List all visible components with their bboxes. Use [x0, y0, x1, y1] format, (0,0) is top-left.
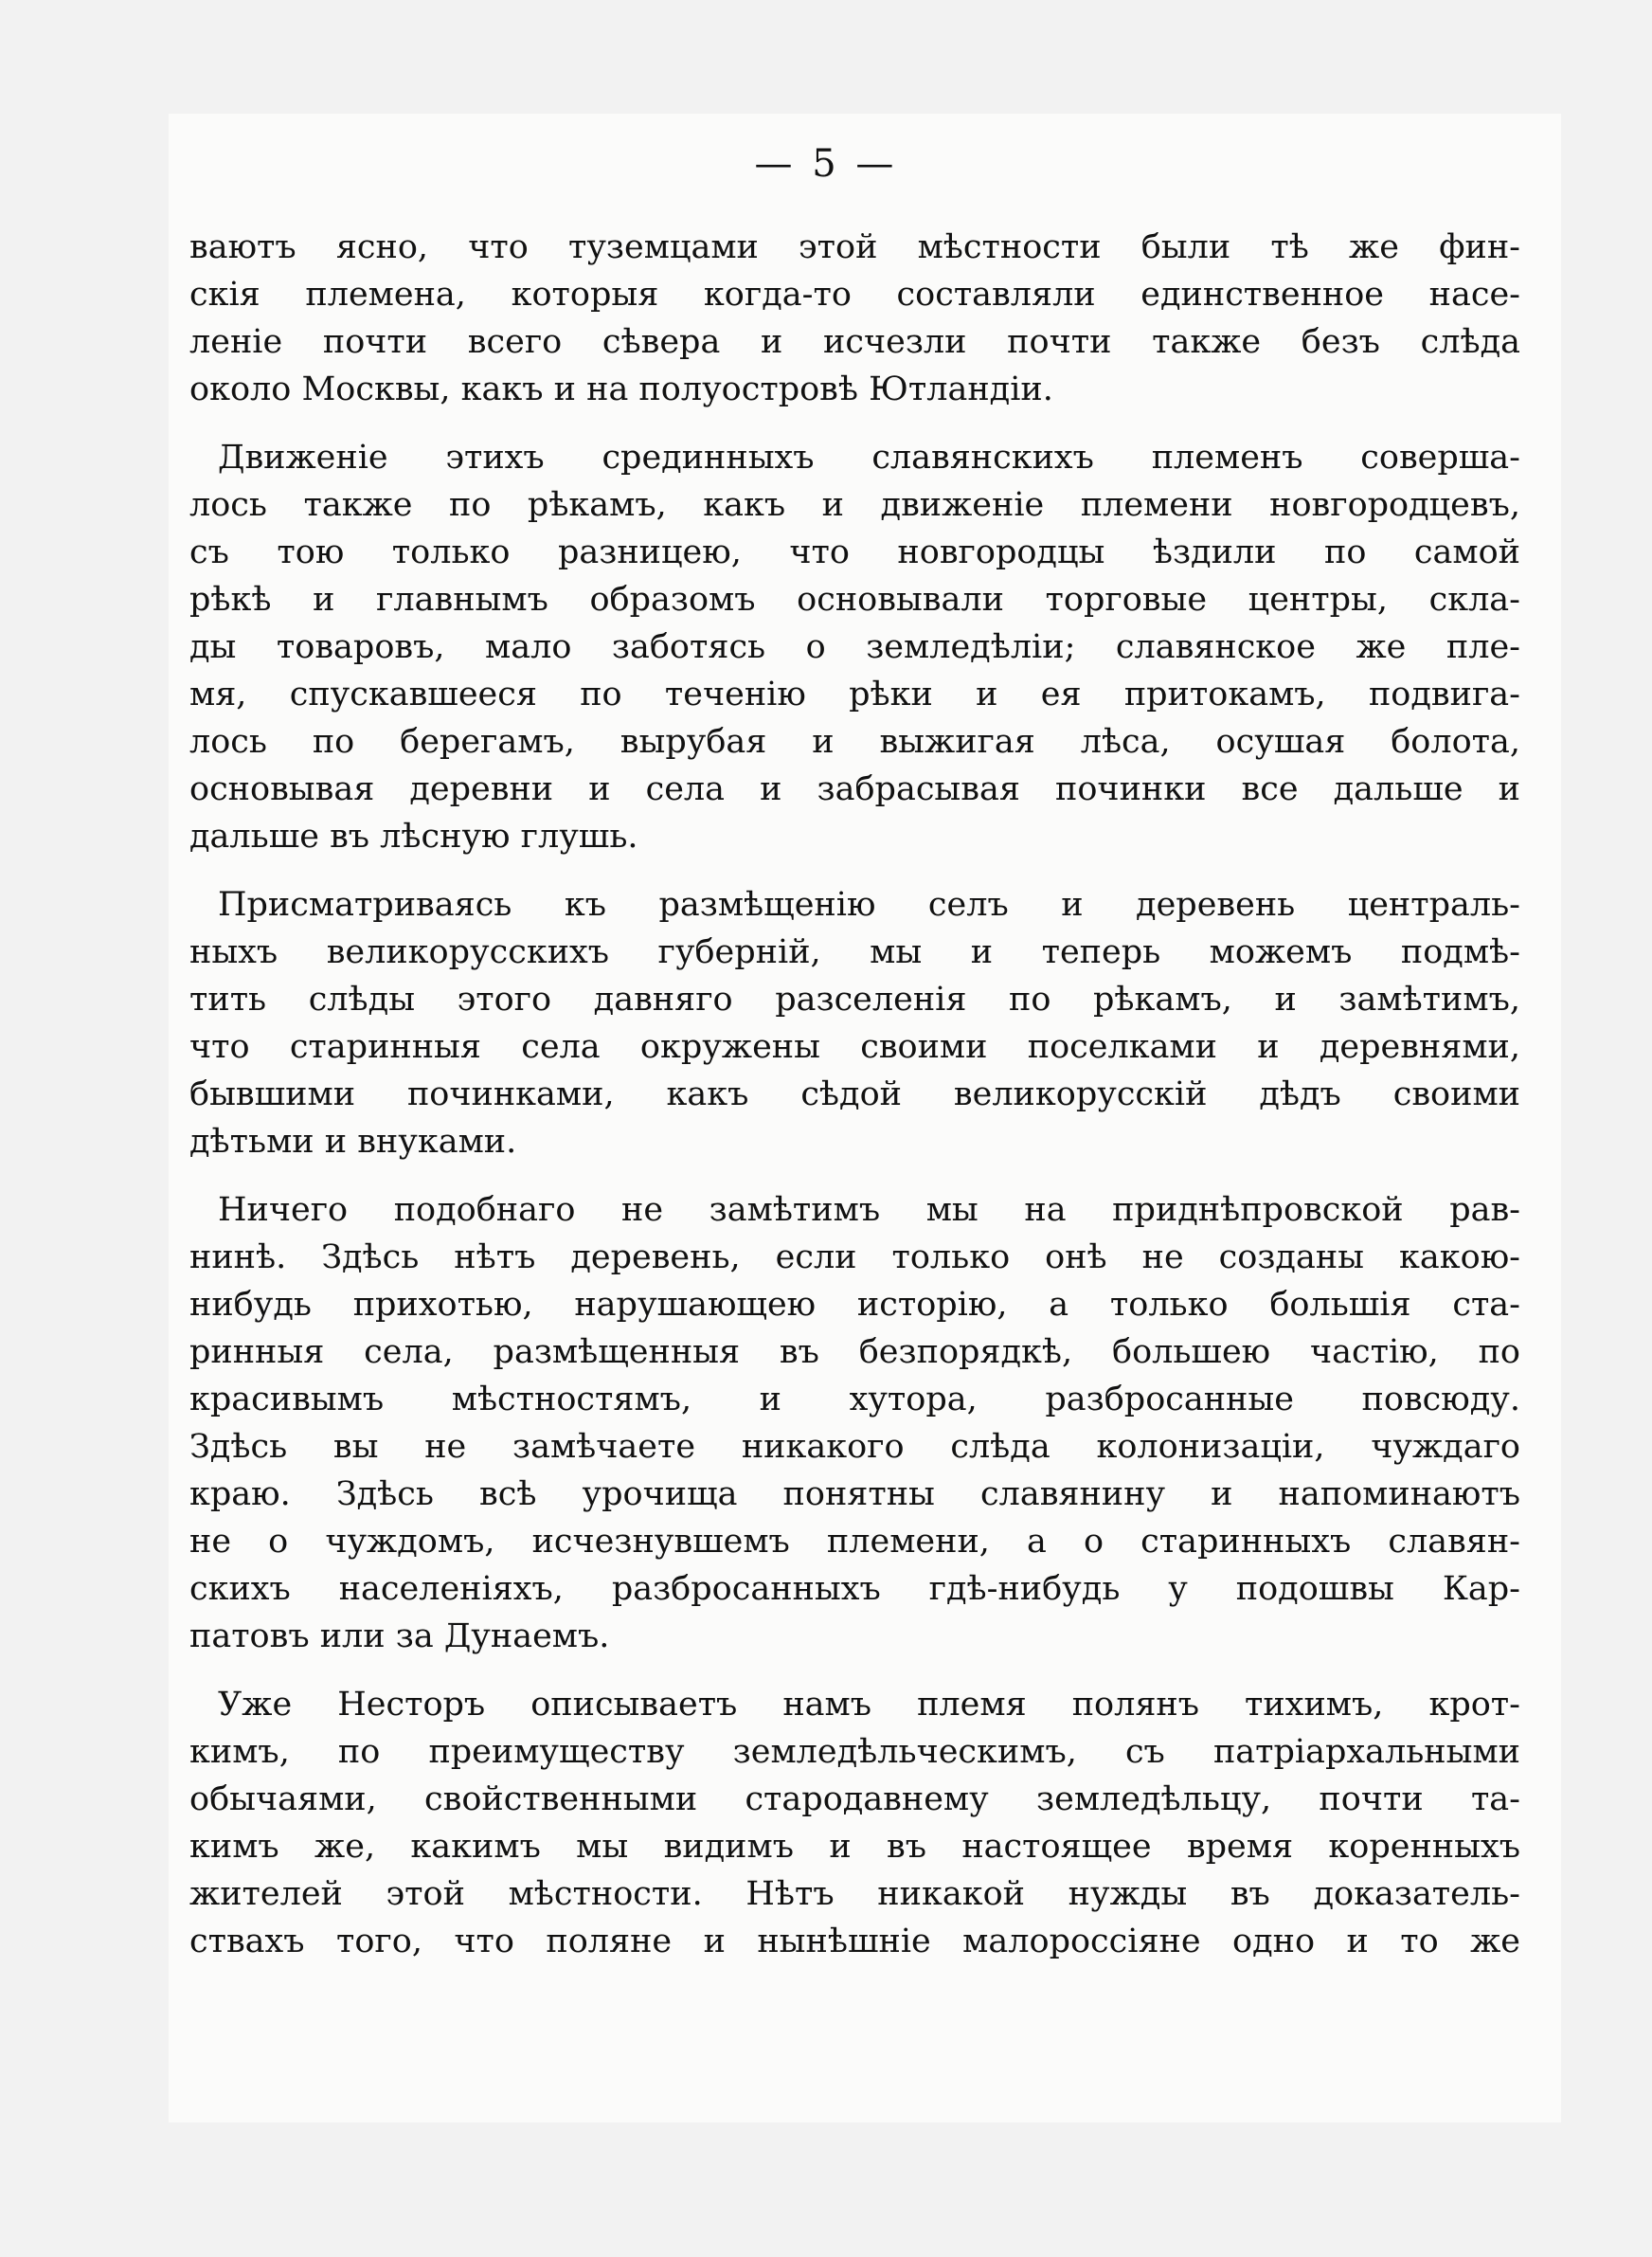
- text-line: лось по берегамъ, вырубая и выжигая лѣса, осушая болота,: [189, 723, 1520, 761]
- text-line: Ничего подобнаго не замѣтимъ мы на приднѣпровской рав-: [218, 1191, 1520, 1229]
- page-number: — 5 —: [754, 142, 898, 186]
- text-line: тить слѣды этого давняго разселенія по рѣкамъ, и замѣтимъ,: [189, 981, 1520, 1019]
- text-line: ныхъ великорусскихъ губерній, мы и теперь можемъ подмѣ-: [189, 933, 1520, 971]
- text-line: красивымъ мѣстностямъ, и хутора, разбросанные повсюду.: [189, 1381, 1520, 1418]
- text-line: кимъ, по преимуществу земледѣльческимъ, съ патріархальными: [189, 1733, 1520, 1771]
- text-line: дѣтьми и внуками.: [189, 1123, 517, 1161]
- text-line: патовъ или за Дунаемъ.: [189, 1617, 610, 1655]
- body-text: [189, 224, 1520, 1986]
- text-line: скихъ населеніяхъ, разбросанныхъ гдѣ-нибудь у подошвы Кар-: [189, 1570, 1520, 1608]
- text-line: рѣкѣ и главнымъ образомъ основывали торговые центры, скла-: [189, 581, 1520, 619]
- text-line: около Москвы, какъ и на полуостровѣ Ютландіи.: [189, 370, 1053, 408]
- text-line: основывая деревни и села и забрасывая починки все дальше и: [189, 770, 1520, 808]
- text-line: ствахъ того, что поляне и нынѣшніе малороссіяне одно и то же: [189, 1923, 1520, 1960]
- text-line: леніе почти всего сѣвера и исчезли почти также безъ слѣда: [189, 323, 1520, 361]
- text-line: скія племена, которыя когда-то составляли единственное насе-: [189, 276, 1520, 314]
- text-line: Присматриваясь къ размѣщенію селъ и деревень централь-: [218, 886, 1520, 924]
- text-line: Здѣсь вы не замѣчаете никакого слѣда колонизаціи, чуждаго: [189, 1428, 1520, 1466]
- text-line: ды товаровъ, мало заботясь о земледѣліи; славянское же пле-: [189, 628, 1520, 666]
- text-line: жителей этой мѣстности. Нѣтъ никакой нужды въ доказатель-: [189, 1875, 1520, 1913]
- text-line: бывшими починками, какъ сѣдой великорусскій дѣдъ своими: [189, 1075, 1520, 1113]
- paragraph-4: [189, 1186, 1520, 1660]
- text-line: нибудь прихотью, нарушающею исторію, а только большія ста-: [189, 1286, 1520, 1324]
- text-line: что старинныя села окружены своими поселками и деревнями,: [189, 1028, 1520, 1066]
- text-line: мя, спускавшееся по теченію рѣки и ея притокамъ, подвига-: [189, 676, 1520, 713]
- text-line: Уже Несторъ описываетъ намъ племя полянъ тихимъ, крот-: [218, 1686, 1520, 1724]
- text-line: съ тою только разницею, что новгородцы ѣздили по самой: [189, 533, 1520, 571]
- text-line: Движеніе этихъ срединныхъ славянскихъ племенъ соверша-: [218, 439, 1520, 477]
- text-line: кимъ же, какимъ мы видимъ и въ настоящее время коренныхъ: [189, 1828, 1520, 1866]
- text-line: ваютъ ясно, что туземцами этой мѣстности были тѣ же фин-: [189, 228, 1520, 266]
- text-line: дальше въ лѣсную глушь.: [189, 818, 638, 856]
- paragraph-2: [189, 434, 1520, 860]
- text-line: краю. Здѣсь всѣ урочища понятны славянину и напоминаютъ: [189, 1475, 1520, 1513]
- text-line: лось также по рѣкамъ, какъ и движеніе племени новгородцевъ,: [189, 486, 1520, 524]
- paragraph-3: [189, 881, 1520, 1165]
- text-line: нинѣ. Здѣсь нѣтъ деревень, если только онѣ не созданы какою-: [189, 1238, 1520, 1276]
- paragraph-5: [189, 1681, 1520, 1965]
- text-line: ринныя села, размѣщенныя въ безпорядкѣ, большею частію, по: [189, 1333, 1520, 1371]
- text-line: обычаями, свойственными стародавнему земледѣльцу, почти та-: [189, 1780, 1520, 1818]
- text-line: не о чуждомъ, исчезнувшемъ племени, а о старинныхъ славян-: [189, 1523, 1520, 1561]
- paragraph-1: [189, 224, 1520, 413]
